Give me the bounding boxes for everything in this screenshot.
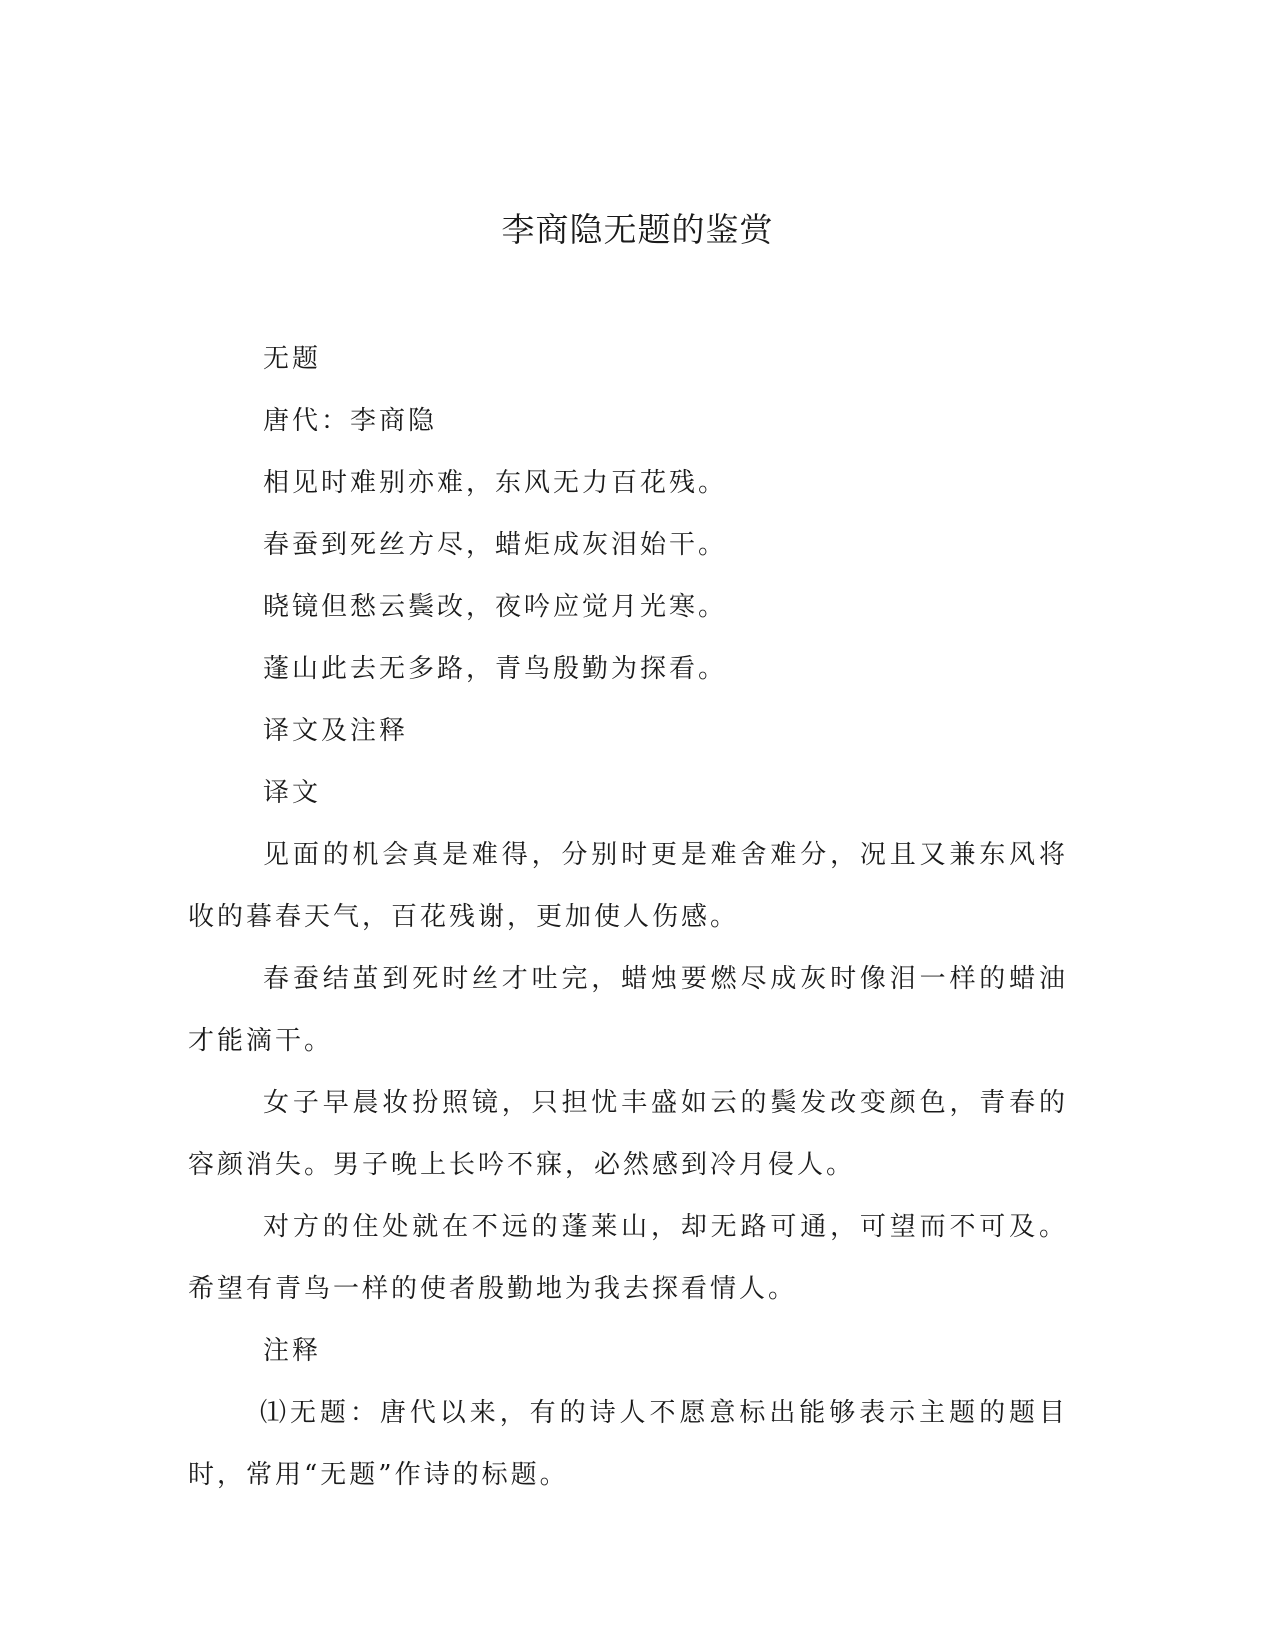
annotation-paragraph: ⑴无题：唐代以来，有的诗人不愿意标出能够表示主题的题目时，常用“无题”作诗的标题。 xyxy=(188,1398,1068,1490)
section-heading: 译文及注释 xyxy=(263,716,409,746)
poem-title: 无题 xyxy=(263,344,322,374)
subsection-heading: 注释 xyxy=(263,1336,322,1366)
translation-paragraph: 春蚕结茧到死时丝才吐完，蜡烛要燃尽成灰时像泪一样的蜡油才能滴干。 xyxy=(188,964,1068,1056)
document-body xyxy=(188,328,1068,1506)
poem-line: 晓镜但愁云鬓改，夜吟应觉月光寒。 xyxy=(263,592,728,622)
poem-line: 春蚕到死丝方尽，蜡炬成灰泪始干。 xyxy=(263,530,728,560)
document-title: 李商隐无题的鉴赏 xyxy=(501,210,774,249)
translation-paragraph: 女子早晨妆扮照镜，只担忧丰盛如云的鬓发改变颜色，青春的容颜消失。男子晚上长吟不寐，必然感到冷月侵人。 xyxy=(188,1088,1068,1180)
poem-line: 相见时难别亦难，东风无力百花残。 xyxy=(263,468,728,498)
translation-paragraph: 见面的机会真是难得，分别时更是难舍难分，况且又兼东风将收的暮春天气，百花残谢，更加使人伤感。 xyxy=(188,840,1068,932)
poem-author: 唐代：李商隐 xyxy=(263,406,438,436)
translation-paragraph: 对方的住处就在不远的蓬莱山，却无路可通，可望而不可及。希望有青鸟一样的使者殷勤地为我去探看情人。 xyxy=(188,1212,1068,1304)
subsection-heading: 译文 xyxy=(263,778,322,808)
poem-line: 蓬山此去无多路，青鸟殷勤为探看。 xyxy=(263,654,728,684)
